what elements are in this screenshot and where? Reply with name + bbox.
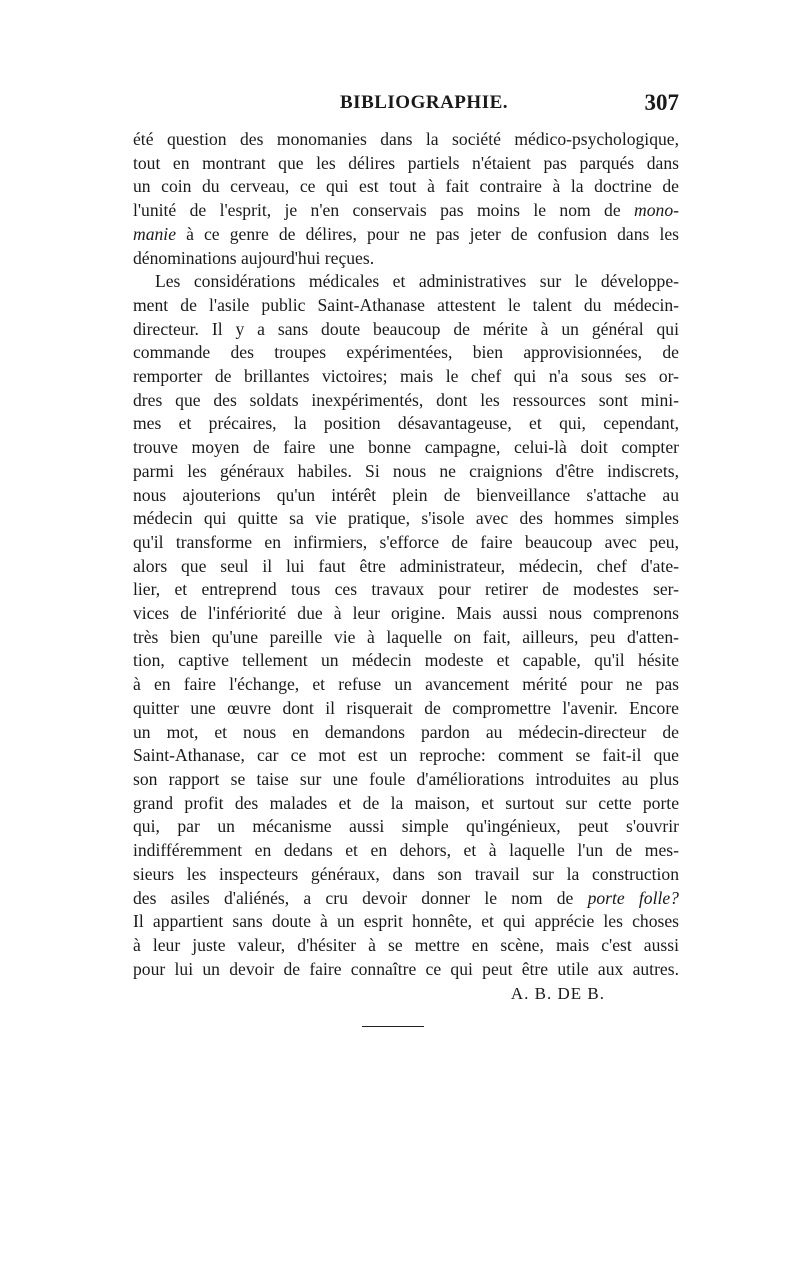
page <box>133 92 679 1006</box>
text-line: tout en montrant que les délires partiels n'étaient pas parqués dans <box>133 152 679 173</box>
text-line: quitter une œuvre dont il risquerait de compromettre l'avenir. Encore <box>133 697 679 718</box>
body-text <box>133 128 679 1006</box>
text-line: parmi les généraux habiles. Si nous ne craignions d'être indiscrets, <box>133 460 679 481</box>
text-line: à en faire l'échange, et refuse un avancement mérité pour ne pas <box>133 674 679 695</box>
page-number: 307 <box>644 90 679 115</box>
text-line: Il appartient sans doute à un esprit honnête, et qui apprécie les choses <box>133 911 679 932</box>
text-line: ment de l'asile public Saint-Athanase attestent le talent du médecin- <box>133 294 679 315</box>
text-line: manie à ce genre de délires, pour ne pas jeter de confusion dans les <box>133 223 679 244</box>
text-line: pour lui un devoir de faire connaître ce qui peut être utile aux autres. <box>133 958 679 979</box>
text-line: Les considérations médicales et administratives sur le développe- <box>155 271 679 292</box>
text-line: sieurs les inspecteurs généraux, dans son travail sur la construction <box>133 863 679 884</box>
text-line: son rapport se taise sur une foule d'améliorations introduites au plus <box>133 768 679 789</box>
text-line: Saint-Athanase, car ce mot est un reproche: comment se fait-il que <box>133 745 679 766</box>
text-line: mes et précaires, la position désavantageuse, et qui, cependant, <box>133 413 679 434</box>
text-line: un coin du cerveau, ce qui est tout à fait contraire à la doctrine de <box>133 176 679 197</box>
text-line: été question des monomanies dans la société médico-psychologique, <box>133 129 679 149</box>
paragraph-1 <box>133 128 679 270</box>
text-line: trouve moyen de faire une bonne campagne, celui-là doit compter <box>133 437 679 458</box>
text-line: très bien qu'une pareille vie à laquelle on fait, ailleurs, peu d'atten- <box>133 626 679 647</box>
section-divider <box>362 1026 424 1027</box>
text-line: lier, et entreprend tous ces travaux pour retirer de modestes ser- <box>133 579 679 600</box>
paragraph-2 <box>133 270 679 981</box>
text-line: commande des troupes expérimentées, bien approvisionnées, de <box>133 342 679 363</box>
text-line: à leur juste valeur, d'hésiter à se mettre en scène, mais c'est aussi <box>133 934 679 955</box>
text-line: des asiles d'aliénés, a cru devoir donner le nom de porte folle? <box>133 887 679 908</box>
text-line: grand profit des malades et de la maison, et surtout sur cette porte <box>133 792 679 813</box>
running-head: BIBLIOGRAPHIE. <box>340 92 509 113</box>
text-line: l'unité de l'esprit, je n'en conservais pas moins le nom de mono- <box>133 200 679 221</box>
text-line: dres que des soldats inexpérimentés, dont les ressources sont mini- <box>133 389 679 410</box>
text-line: indifféremment en dedans et en dehors, et à laquelle l'un de mes- <box>133 840 679 861</box>
text-line: nous ajouterions qu'un intérêt plein de bienveillance s'attache au <box>133 484 679 505</box>
text-line: qui, par un mécanisme aussi simple qu'ingénieux, peut s'ouvrir <box>133 816 679 837</box>
text-line: directeur. Il y a sans doute beaucoup de mérite à un général qui <box>133 318 679 339</box>
text-line: remporter de brillantes victoires; mais le chef qui n'a sous ses or- <box>133 366 679 387</box>
text-line: vices de l'infériorité due à leur origine. Mais aussi nous comprenons <box>133 603 679 624</box>
text-line: alors que seul il lui faut être administrateur, médecin, chef d'ate- <box>133 555 679 576</box>
text-line: médecin qui quitte sa vie pratique, s'isole avec des hommes simples <box>133 508 679 529</box>
author-signature: A. B. DE B. <box>510 984 605 1004</box>
text-line: tion, captive tellement un médecin modeste et capable, qu'il hésite <box>133 650 679 671</box>
text-line: qu'il transforme en infirmiers, s'efforce de faire beaucoup avec peu, <box>133 531 679 552</box>
text-line: dénominations aujourd'hui reçues. <box>133 247 375 268</box>
page-header <box>133 92 679 120</box>
text-line: un mot, et nous en demandons pardon au médecin-directeur de <box>133 721 679 742</box>
